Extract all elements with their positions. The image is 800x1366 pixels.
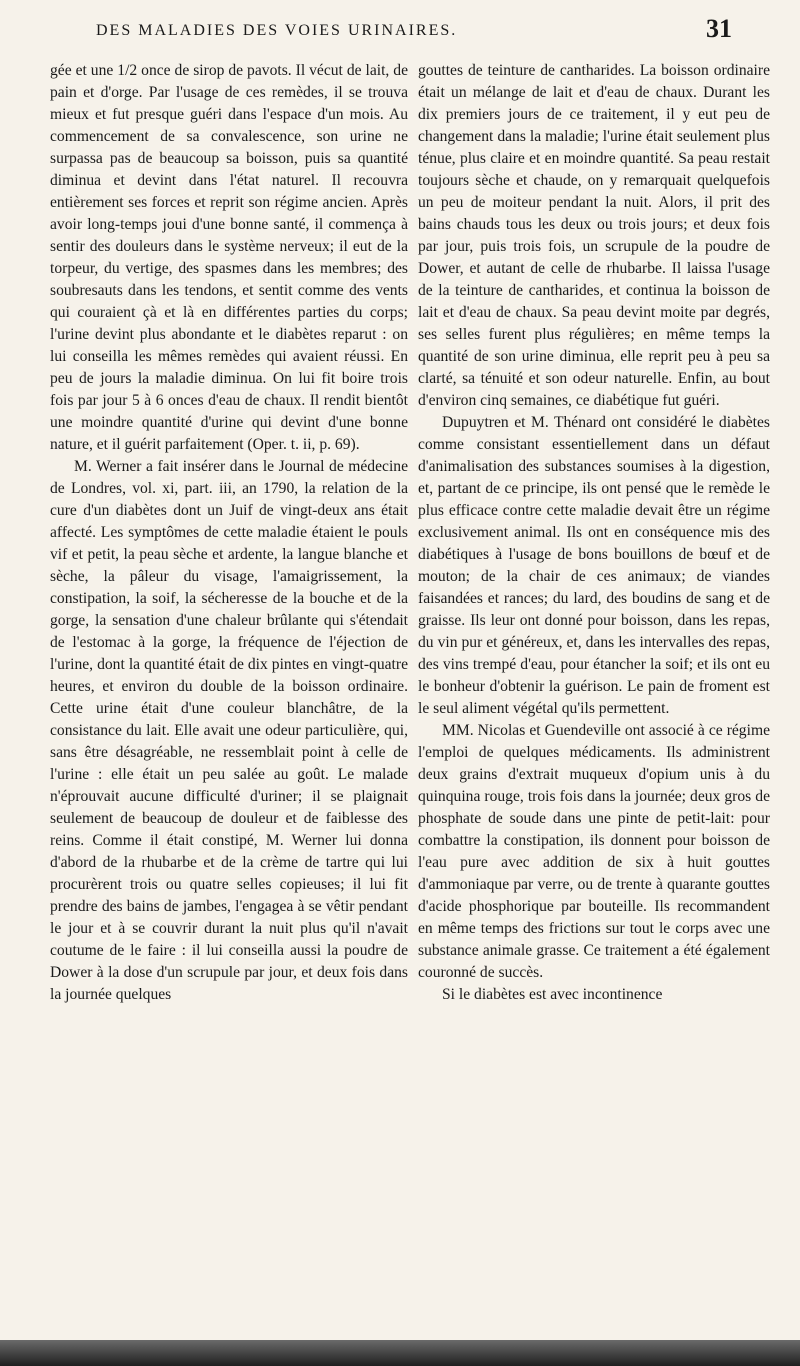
page-number: 31 [706,14,732,43]
right-paragraph-2: Dupuytren et M. Thénard ont considéré le diabètes comme consistant essentiellement dans un défaut d'animalisation des substances soumises à la digestion, et, partant de ce principe, ils ont pensé que le remède le plus efficace contre cette maladie devait être un régime exclusivement animal. Ils ont en conséquence mis des diabétiques à l'usage de bons bouillons de bœuf et de mouton; de la chair de ces animaux; de viandes faisandées et rances; du lard, des boudins de sang et de graisse. Ils leur ont donné pour boisson, dans les repas, du vin pur et généreux, et, dans les intervalles des repas, des vins trempé d'eau, pour étancher la soif; et ils ont eu le bonheur d'obtenir la guérison. Le pain de froment est le seul aliment végétal qu'ils permettent. [418,414,770,717]
left-column [50,60,408,1006]
right-paragraph-4: Si le diabètes est avec incontinence [442,986,663,1003]
scan-edge-band [0,1340,800,1366]
left-paragraph-2: M. Werner a fait insérer dans le Journal de médecine de Londres, vol. xi, part. iii, an 1790, la relation de la cure d'un diabètes dont un Juif de vingt-deux ans était affecté. Les symptômes de cette maladie étaient le pouls vif et petit, la peau sèche et ardente, la langue blanche et sèche, la pâleur du visage, l'amaigrissement, la constipation, la soif, la sécheresse de la bouche et de la gorge, la sensation d'une chaleur brûlante qui s'étendait de l'estomac à la gorge, la fréquence de l'éjection de l'urine, dont la quantité était de dix pintes en vingt-quatre heures, et environ du double de la boisson ordinaire. Cette urine était d'une couleur blanchâtre, de la consistance du lait. Elle avait une odeur particulière, qui, sans être désagréable, ne ressemblait point à celle de l'urine : elle était un peu salée au goût. Le malade n'éprouvait aucune difficulté d'uriner; il se plaignait seulement de beaucoup de douleur et de faiblesse des reins. Comme il était constipé, M. Werner lui donna d'abord de la rhubarbe et de la crème de tartre qui lui procurèrent trois ou quatre selles copieuses; il lui fit prendre des bains de jambes, l'engagea à se vêtir pendant le jour et à se couvrir durant la nuit plus qu'il n'avait coutume de le faire : il lui conseilla aussi la poudre de Dower à la dose d'un scrupule par jour, et deux fois dans la journée quelques [50,458,408,1003]
right-paragraph-3: MM. Nicolas et Guendeville ont associé à ce régime l'emploi de quelques médicaments. Ils administrent deux grains d'extrait muqueux d'opium unis à du quinquina rouge, trois fois dans la journée; deux gros de phosphate de soude dans une pinte de petit-lait: pour combattre la constipation, ils donnent pour boisson de l'eau pure avec addition de six à huit gouttes d'ammoniaque par verre, ou de trente à quarante gouttes d'acide phosphorique par bouteille. Ils recommandent en même temps des frictions sur tout le corps avec une substance animale grasse. Ce traitement a été également couronné de succès. [418,722,770,981]
running-head: DES MALADIES DES VOIES URINAIRES. [96,22,458,39]
right-paragraph-1: gouttes de teinture de cantharides. La boisson ordinaire était un mélange de lait et d'eau de chaux. Durant les dix premiers jours de ce traitement, il y eut peu de changement dans la maladie; l'urine était seulement plus ténue, plus claire et en moindre quantité. Sa peau restait toujours sèche et chaude, on y remarquait quelquefois un peu de moiteur pendant la nuit. Alors, il prit des bains chauds tous les deux ou trois jours; et deux fois par jour, puis trois fois, un scrupule de la poudre de Dower, et autant de celle de rhubarbe. Il laissa l'usage de la teinture de cantharides, et continua la boisson de lait et d'eau de chaux. Sa peau devint moite par degrés, ses selles furent plus régulières; en même temps la quantité de son urine diminua, elle reprit peu à peu sa clarté, sa ténuité et son odeur naturelle. Enfin, au bout d'environ cinq semaines, ce diabétique fut guéri. [418,62,770,409]
page-header [0,14,800,54]
right-column [418,60,770,1006]
left-paragraph-1: gée et une 1/2 once de sirop de pavots. Il vécut de lait, de pain et d'orge. Par l'usage de ces remèdes, il se trouva mieux et fut presque guéri dans l'espace d'un mois. Au commencement de sa convalescence, son urine ne surpassa pas de beaucoup sa boisson, puis sa quantité diminua et devint dans l'état naturel. Il recouvra entièrement ses forces et reprit son régime ancien. Après avoir long-temps joui d'une bonne santé, il commença à sentir des douleurs dans le système nerveux; il eut de la torpeur, du vertige, des spasmes dans les membres; des soubresauts dans les tendons, et sentit comme des vents qui couraient çà et là en différentes parties du corps; l'urine devint plus abondante et le diabètes reparut : on lui conseilla les mêmes remèdes qui avaient réussi. En peu de jours la maladie diminua. On lui fit boire trois fois par jour 5 à 6 onces d'eau de chaux. Il rendit bientôt une moindre quantité d'urine qui devint d'une bonne nature, et il guérit parfaitement (Oper. t. ii, p. 69). [50,62,408,453]
